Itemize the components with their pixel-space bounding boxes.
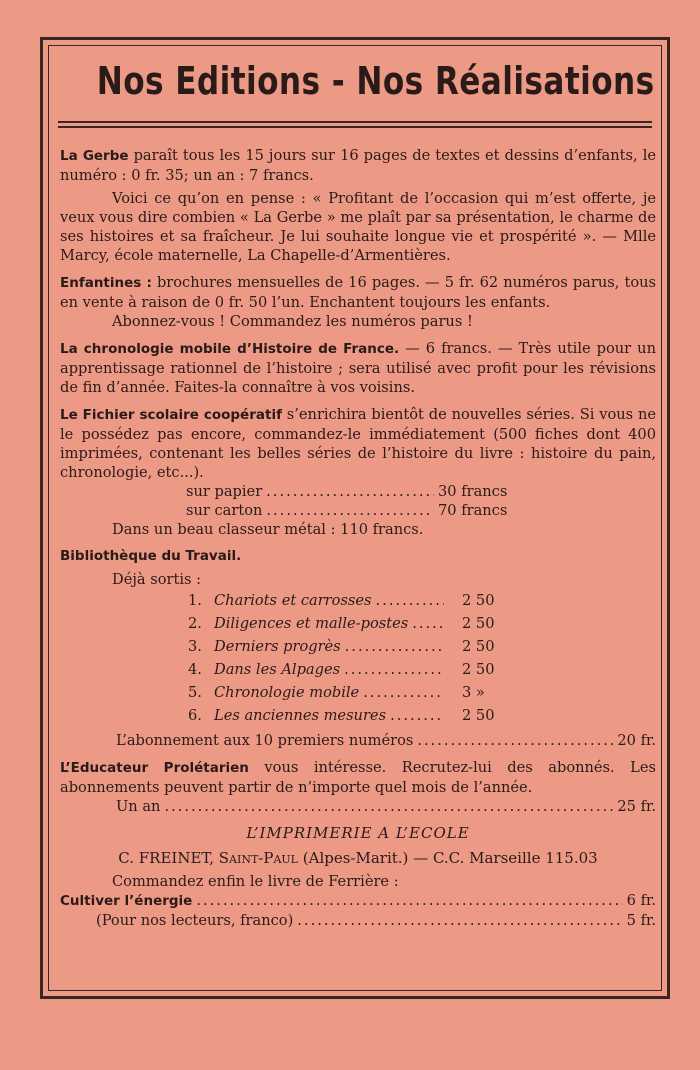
fichier-price-list bbox=[60, 482, 526, 520]
abonnement-label: L’abonnement aux 10 premiers numéros bbox=[116, 732, 414, 749]
book-item bbox=[188, 635, 526, 658]
imprimerie-address bbox=[60, 849, 656, 868]
book-item bbox=[188, 704, 526, 727]
imprimerie-name: C. FREINET, bbox=[118, 849, 214, 867]
book-list bbox=[60, 589, 526, 727]
book-price: 2 50 bbox=[462, 661, 495, 678]
imprimerie-rest: (Alpes-Marit.) — C.C. Marseille 115.03 bbox=[302, 849, 598, 867]
book-item bbox=[188, 681, 526, 704]
ferriere-readers-row bbox=[60, 911, 656, 930]
section-enfantines bbox=[60, 273, 656, 331]
bibliotheque-lead: Bibliothèque du Travail. bbox=[60, 548, 242, 564]
book-title: Derniers progrès bbox=[214, 638, 341, 655]
fichier-classeur: Dans un beau classeur métal : 110 francs. bbox=[112, 521, 424, 538]
section-bibliotheque bbox=[60, 547, 656, 750]
enfantines-text: brochures mensuelles de 16 pages. — 5 fr. 62 numéros parus, tous en vente à raison de 0 fr. 50 l’un. Enchantent toujours les enfants. bbox=[60, 274, 656, 311]
fichier-text: s’enrichira bientôt de nouvelles séries. Si vous ne le possédez pas encore, commandez-le immédiatement (500 fiches dont 400 imprimées, contenant les belles séries de l’histoire du livre : histoire du pain, chronologie, etc...). bbox=[60, 406, 656, 481]
book-title: Chariots et carrosses bbox=[214, 592, 372, 609]
leader-dots bbox=[363, 681, 444, 704]
ferriere-readers-price: 5 fr. bbox=[626, 912, 656, 929]
title-rule-top bbox=[58, 121, 652, 123]
book-title: Les anciennes mesures bbox=[214, 707, 387, 724]
imprimerie-place: Saint-Paul bbox=[218, 849, 298, 867]
section-ferriere bbox=[60, 872, 656, 930]
section-la-gerbe bbox=[60, 146, 656, 265]
educateur-text: vous intéresse. Recrutez-lui des abonnés. Les abonnements peuvent partir de n’importe quel mois de l’année. bbox=[60, 759, 656, 796]
price-value: 70 francs bbox=[438, 502, 508, 519]
book-number: 4. bbox=[188, 661, 202, 678]
book-price: 3 » bbox=[462, 684, 485, 701]
leader-dots bbox=[164, 797, 613, 816]
price-label: sur papier bbox=[186, 483, 263, 500]
leader-dots bbox=[417, 731, 613, 750]
section-chronologie bbox=[60, 339, 656, 397]
la-gerbe-quote: Voici ce qu’on en pense : « Profitant de l’occasion qui m’est offerte, je veux vous dire combien « La Gerbe » me plaît par sa présentation, le charme de ses histoires et sa fraîcheur. Je lui souhaite longue vie et prospérité ». — Mlle Marcy, école maternelle, La Chapelle-d’Armentières. bbox=[60, 190, 656, 264]
fichier-lead: Le Fichier scolaire coopératif bbox=[60, 407, 282, 423]
leader-dots bbox=[266, 501, 434, 520]
book-price: 2 50 bbox=[462, 638, 495, 655]
book-title: Diligences et malle-postes bbox=[214, 615, 409, 632]
leader-dots bbox=[196, 891, 622, 910]
page-title: Nos Editions - Nos Réalisations bbox=[96, 59, 655, 103]
abonnement-price: 20 fr. bbox=[617, 732, 656, 749]
section-educateur bbox=[60, 758, 656, 816]
leader-dots bbox=[266, 482, 434, 501]
book-number: 3. bbox=[188, 638, 202, 655]
la-gerbe-text: paraît tous les 15 jours sur 16 pages de textes et dessins d’enfants, le numéro : 0 fr. 35; un an : 7 francs. bbox=[60, 147, 656, 184]
book-number: 2. bbox=[188, 615, 202, 632]
imprimerie-title: L’IMPRIMERIE A L’ECOLE bbox=[246, 824, 470, 842]
book-number: 1. bbox=[188, 592, 202, 609]
page-content bbox=[60, 146, 656, 930]
ferriere-book-row bbox=[60, 891, 656, 911]
price-value: 30 francs bbox=[438, 483, 508, 500]
price-label: sur carton bbox=[186, 502, 263, 519]
chronologie-text: — 6 francs. — Très utile pour un apprentissage rationnel de l’histoire ; sera utilisé avec profit pour les révisions de fin d’année. Faites-la connaître à vos voisins. bbox=[60, 340, 656, 396]
enfantines-cta: Abonnez-vous ! Commandez les numéros parus ! bbox=[112, 313, 473, 330]
book-item bbox=[188, 589, 526, 612]
leader-dots bbox=[345, 635, 444, 658]
ferriere-intro: Commandez enfin le livre de Ferrière : bbox=[112, 873, 399, 890]
book-title: Dans les Alpages bbox=[214, 661, 341, 678]
price-row bbox=[186, 482, 526, 501]
price-row bbox=[186, 501, 526, 520]
chronologie-lead: La chronologie mobile d’Histoire de France. bbox=[60, 341, 400, 357]
leader-dots bbox=[390, 704, 444, 727]
section-fichier bbox=[60, 405, 656, 539]
abonnement-row bbox=[60, 731, 656, 750]
bibliotheque-deja: Déjà sortis : bbox=[112, 571, 202, 588]
ferriere-book-price: 6 fr. bbox=[626, 892, 656, 909]
title-rule-bottom bbox=[58, 126, 652, 128]
leader-dots bbox=[412, 612, 444, 635]
book-item bbox=[188, 612, 526, 635]
book-item bbox=[188, 658, 526, 681]
ferriere-book-label: Cultiver l’énergie bbox=[60, 893, 193, 909]
educateur-an-row bbox=[60, 797, 656, 816]
educateur-an-label: Un an bbox=[116, 798, 161, 815]
educateur-an-price: 25 fr. bbox=[617, 798, 656, 815]
ferriere-readers-label: (Pour nos lecteurs, franco) bbox=[96, 912, 294, 929]
leader-dots bbox=[344, 658, 444, 681]
book-price: 2 50 bbox=[462, 615, 495, 632]
book-price: 2 50 bbox=[462, 707, 495, 724]
book-title: Chronologie mobile bbox=[214, 684, 360, 701]
educateur-lead: L’Educateur Prolétarien bbox=[60, 760, 249, 776]
enfantines-lead: Enfantines : bbox=[60, 275, 152, 291]
la-gerbe-lead: La Gerbe bbox=[60, 148, 129, 164]
leader-dots bbox=[297, 911, 622, 930]
book-price: 2 50 bbox=[462, 592, 495, 609]
leader-dots bbox=[376, 589, 444, 612]
book-number: 6. bbox=[188, 707, 202, 724]
book-number: 5. bbox=[188, 684, 202, 701]
